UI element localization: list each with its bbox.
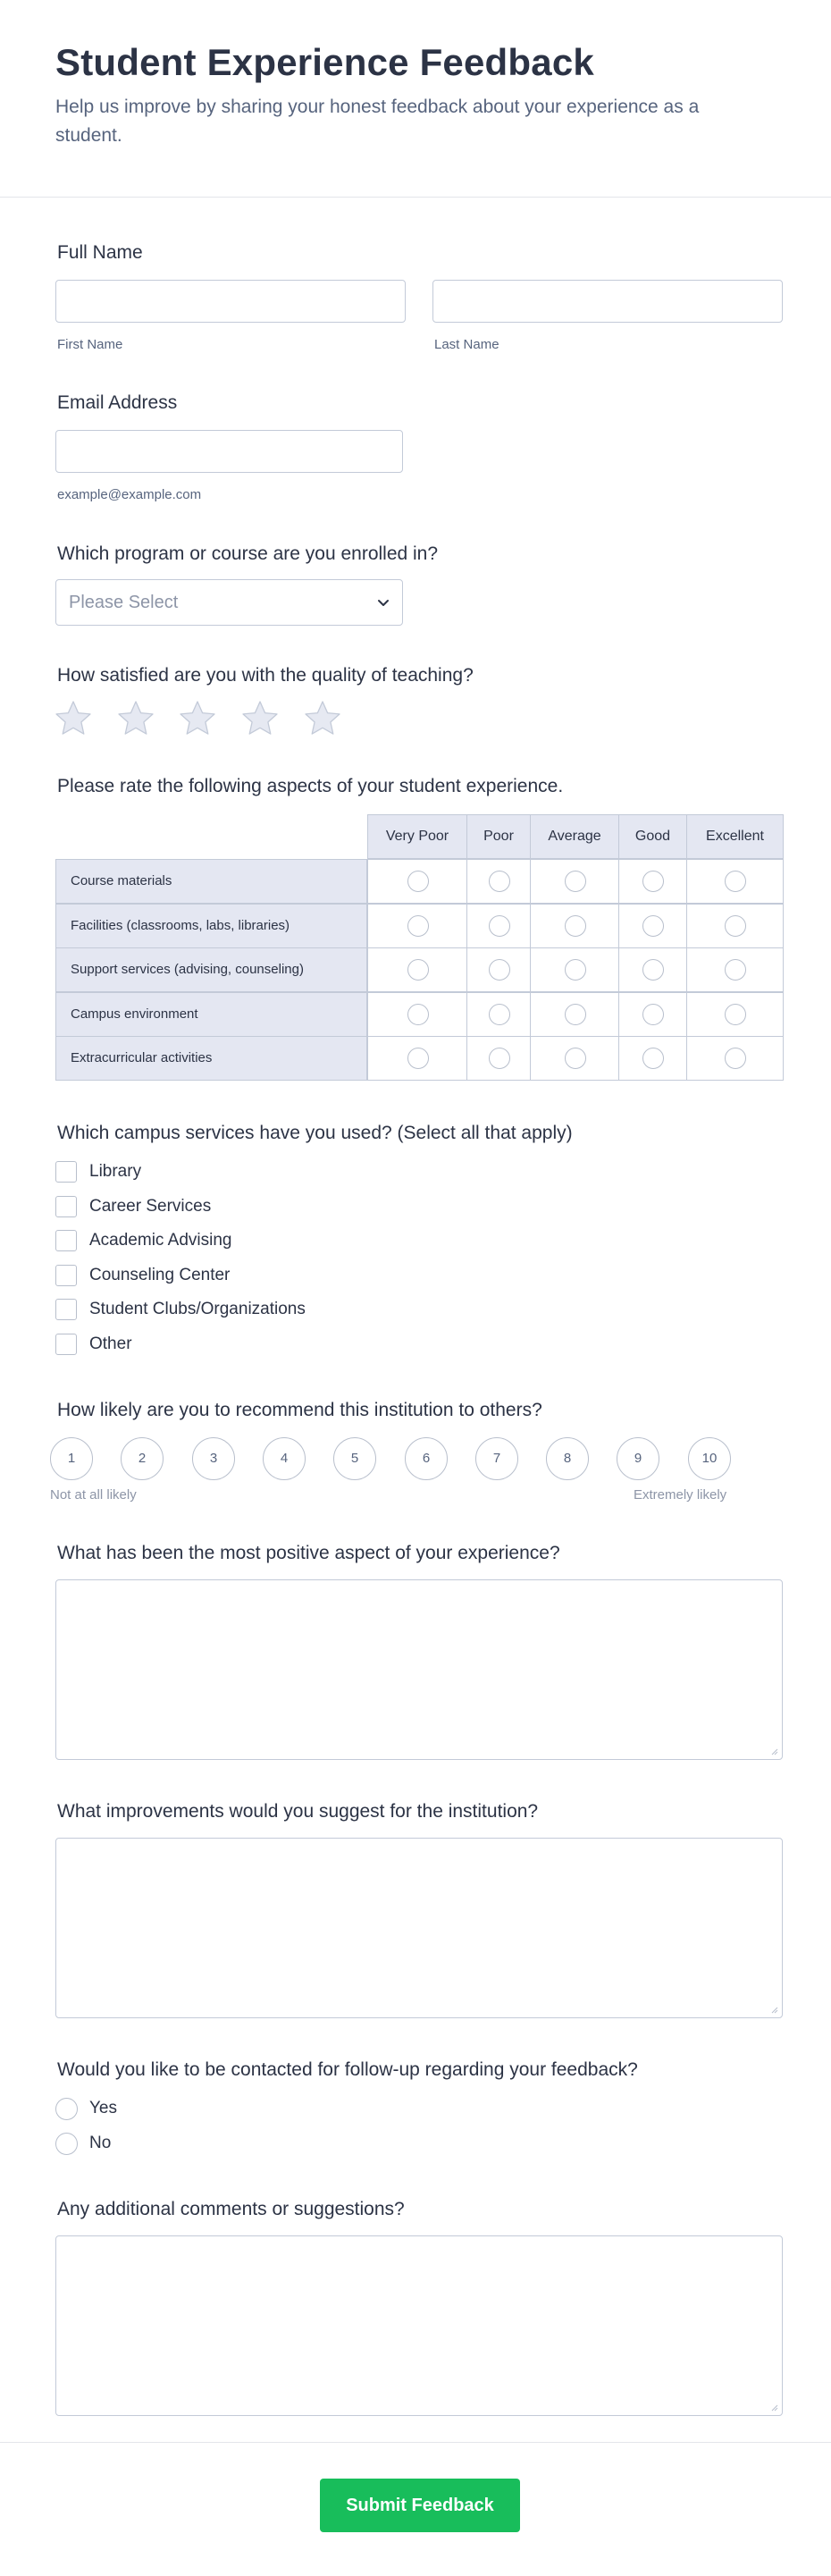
matrix-row-label: Course materials: [55, 859, 367, 904]
email-sublabel: example@example.com: [57, 487, 202, 502]
matrix-cell: [686, 1036, 784, 1081]
matrix-radio[interactable]: [642, 1004, 664, 1025]
matrix-cell: [530, 859, 619, 904]
recommend-high-label: Extremely likely: [634, 1487, 727, 1503]
matrix-cell: [530, 904, 619, 948]
first-name-sublabel: First Name: [57, 337, 123, 352]
matrix-column-header: Poor: [466, 814, 531, 859]
recommend-low-label: Not at all likely: [50, 1487, 137, 1503]
recommend-label: How likely are you to recommend this institution to others?: [57, 1400, 542, 1420]
star-icon[interactable]: [54, 699, 93, 738]
star-icon[interactable]: [240, 699, 280, 738]
form-subtitle: Help us improve by sharing your honest feedback about your experience as a student.: [55, 97, 700, 146]
matrix-cell: [618, 859, 687, 904]
first-name-input[interactable]: [55, 280, 406, 323]
matrix-cell: [466, 947, 531, 992]
matrix-cell: [466, 992, 531, 1037]
submit-button[interactable]: Submit Feedback: [320, 2479, 520, 2532]
matrix-cell: [686, 947, 784, 992]
improvements-label: What improvements would you suggest for the institution?: [57, 1801, 539, 1822]
matrix-column-header: Excellent: [686, 814, 784, 859]
star-icon[interactable]: [178, 699, 217, 738]
recommend-scale-option[interactable]: 10: [688, 1437, 731, 1480]
resize-grip-icon[interactable]: [769, 2403, 778, 2412]
last-name-input[interactable]: [432, 280, 783, 323]
matrix-radio[interactable]: [565, 915, 586, 937]
matrix-radio[interactable]: [725, 871, 746, 892]
matrix-cell: [367, 1036, 467, 1081]
recommend-scale-option[interactable]: 6: [405, 1437, 448, 1480]
positive-textarea[interactable]: [55, 1579, 783, 1760]
program-placeholder: Please Select: [69, 593, 179, 612]
chevron-down-icon: [375, 594, 391, 610]
matrix-cell: [466, 904, 531, 948]
matrix-radio[interactable]: [725, 915, 746, 937]
recommend-scale-option[interactable]: 2: [121, 1437, 164, 1480]
matrix-cell: [686, 904, 784, 948]
matrix-radio[interactable]: [489, 1004, 510, 1025]
service-option-label: Academic Advising: [89, 1231, 232, 1250]
matrix-radio[interactable]: [725, 1048, 746, 1069]
improvements-textarea[interactable]: [55, 1838, 783, 2018]
matrix-column-header: Very Poor: [367, 814, 467, 859]
followup-no-radio[interactable]: [55, 2133, 78, 2155]
service-checkbox[interactable]: [55, 1196, 77, 1217]
recommend-scale-option[interactable]: 4: [263, 1437, 306, 1480]
recommend-scale-option[interactable]: 1: [50, 1437, 93, 1480]
recommend-scale-option[interactable]: 5: [333, 1437, 376, 1480]
matrix-radio[interactable]: [642, 1048, 664, 1069]
matrix-cell: [367, 859, 467, 904]
matrix-cell: [686, 992, 784, 1037]
matrix-radio[interactable]: [407, 959, 429, 981]
service-checkbox[interactable]: [55, 1334, 77, 1355]
matrix-radio[interactable]: [407, 871, 429, 892]
positive-label: What has been the most positive aspect of your experience?: [57, 1543, 560, 1563]
services-label: Which campus services have you used? (Select all that apply): [57, 1123, 573, 1143]
matrix-radio[interactable]: [565, 871, 586, 892]
matrix-radio[interactable]: [725, 959, 746, 981]
followup-label: Would you like to be contacted for follow-up regarding your feedback?: [57, 2059, 638, 2080]
matrix-cell: [618, 904, 687, 948]
matrix-radio[interactable]: [489, 1048, 510, 1069]
followup-yes-label: Yes: [89, 2099, 117, 2117]
matrix-radio[interactable]: [489, 959, 510, 981]
matrix-radio[interactable]: [642, 959, 664, 981]
matrix-radio[interactable]: [642, 871, 664, 892]
recommend-scale-option[interactable]: 3: [192, 1437, 235, 1480]
full-name-label: Full Name: [57, 242, 143, 263]
service-option-label: Career Services: [89, 1197, 212, 1216]
matrix-cell: [367, 992, 467, 1037]
matrix-column-header: Average: [530, 814, 619, 859]
followup-no-label: No: [89, 2134, 112, 2152]
matrix-radio[interactable]: [407, 1048, 429, 1069]
matrix-cell: [367, 947, 467, 992]
matrix-cell: [530, 1036, 619, 1081]
matrix-row-label: Extracurricular activities: [55, 1036, 367, 1081]
service-checkbox[interactable]: [55, 1299, 77, 1320]
matrix-row-label: Support services (advising, counseling): [55, 947, 367, 992]
service-option-label: Other: [89, 1334, 132, 1353]
service-option-label: Counseling Center: [89, 1266, 231, 1284]
program-label: Which program or course are you enrolled in?: [57, 543, 439, 564]
service-checkbox[interactable]: [55, 1161, 77, 1183]
last-name-sublabel: Last Name: [434, 337, 499, 352]
matrix-cell: [618, 947, 687, 992]
matrix-cell: [466, 859, 531, 904]
matrix-cell: [367, 904, 467, 948]
matrix-cell: [530, 992, 619, 1037]
resize-grip-icon[interactable]: [769, 2005, 778, 2014]
email-label: Email Address: [57, 392, 178, 413]
recommend-scale-option[interactable]: 9: [617, 1437, 659, 1480]
matrix-cell: [686, 859, 784, 904]
program-select[interactable]: [55, 579, 403, 626]
matrix-radio[interactable]: [642, 915, 664, 937]
email-input[interactable]: [55, 430, 403, 473]
matrix-column-header: Good: [618, 814, 687, 859]
recommend-scale-option[interactable]: 7: [475, 1437, 518, 1480]
teaching-label: How satisfied are you with the quality of teaching?: [57, 665, 474, 686]
matrix-cell: [618, 992, 687, 1037]
matrix-row-label: Facilities (classrooms, labs, libraries): [55, 904, 367, 948]
matrix-row-label: Campus environment: [55, 992, 367, 1037]
resize-grip-icon[interactable]: [769, 1747, 778, 1755]
recommend-scale-option[interactable]: 8: [546, 1437, 589, 1480]
star-icon[interactable]: [116, 699, 155, 738]
comments-label: Any additional comments or suggestions?: [57, 2199, 405, 2219]
service-option-label: Library: [89, 1162, 142, 1181]
matrix-radio[interactable]: [407, 1004, 429, 1025]
matrix-radio[interactable]: [565, 959, 586, 981]
service-option-label: Student Clubs/Organizations: [89, 1300, 306, 1318]
matrix-radio[interactable]: [407, 915, 429, 937]
matrix-radio[interactable]: [725, 1004, 746, 1025]
matrix-cell: [466, 1036, 531, 1081]
matrix-cell: [530, 947, 619, 992]
star-icon[interactable]: [303, 699, 342, 738]
form-title: Student Experience Feedback: [55, 41, 594, 83]
service-checkbox[interactable]: [55, 1230, 77, 1251]
followup-yes-radio[interactable]: [55, 2098, 78, 2120]
matrix-cell: [618, 1036, 687, 1081]
matrix-radio[interactable]: [565, 1048, 586, 1069]
matrix-radio[interactable]: [489, 915, 510, 937]
comments-textarea[interactable]: [55, 2235, 783, 2416]
matrix-radio[interactable]: [565, 1004, 586, 1025]
matrix-label: Please rate the following aspects of your student experience.: [57, 776, 564, 796]
form-header: [0, 0, 831, 198]
matrix-radio[interactable]: [489, 871, 510, 892]
service-checkbox[interactable]: [55, 1265, 77, 1286]
